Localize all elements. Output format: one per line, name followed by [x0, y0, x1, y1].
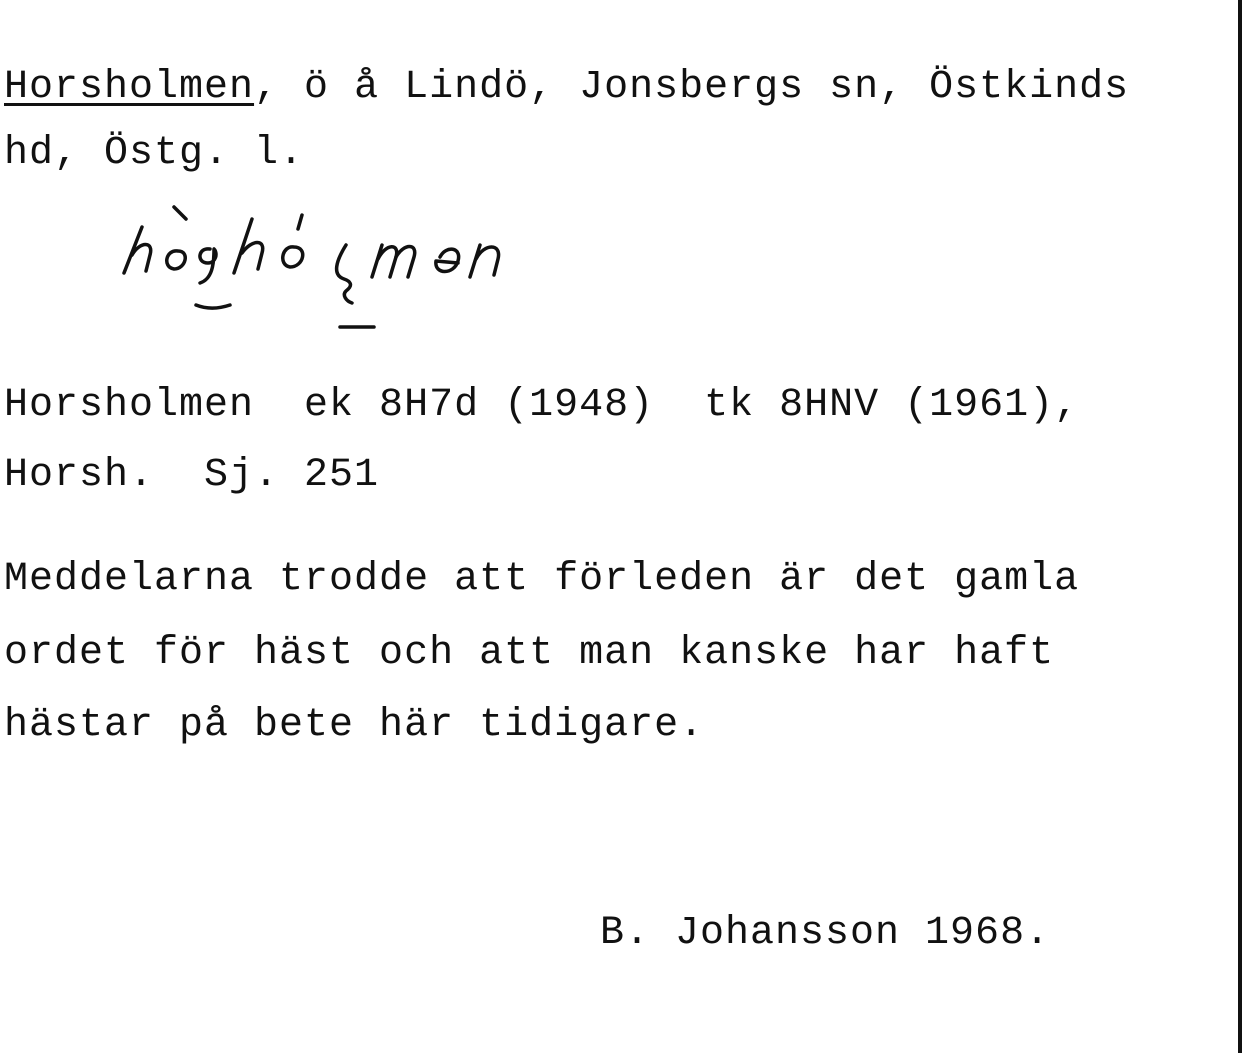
region-line: hd, Östg. l.	[4, 131, 305, 176]
handwritten-phonetic-transcription	[110, 205, 580, 340]
note-line-2: ordet för häst och att man kanske har haft	[4, 631, 1055, 676]
place-name-heading: Horsholmen	[4, 65, 255, 110]
note-line-1: Meddelarna trodde att förleden är det gamla	[4, 557, 1080, 602]
location-description: , ö å Lindö, Jonsbergs sn, Östkinds	[254, 65, 1130, 110]
heading-line	[4, 64, 1129, 112]
card-edge-line	[1238, 0, 1242, 1053]
signature: B. Johansson 1968.	[600, 911, 1051, 956]
sources-line-2: Horsh. Sj. 251	[4, 453, 380, 498]
sources-line-1: Horsholmen ek 8H7d (1948) tk 8HNV (1961),	[4, 383, 1080, 428]
note-line-3: hästar på bete här tidigare.	[4, 703, 705, 748]
